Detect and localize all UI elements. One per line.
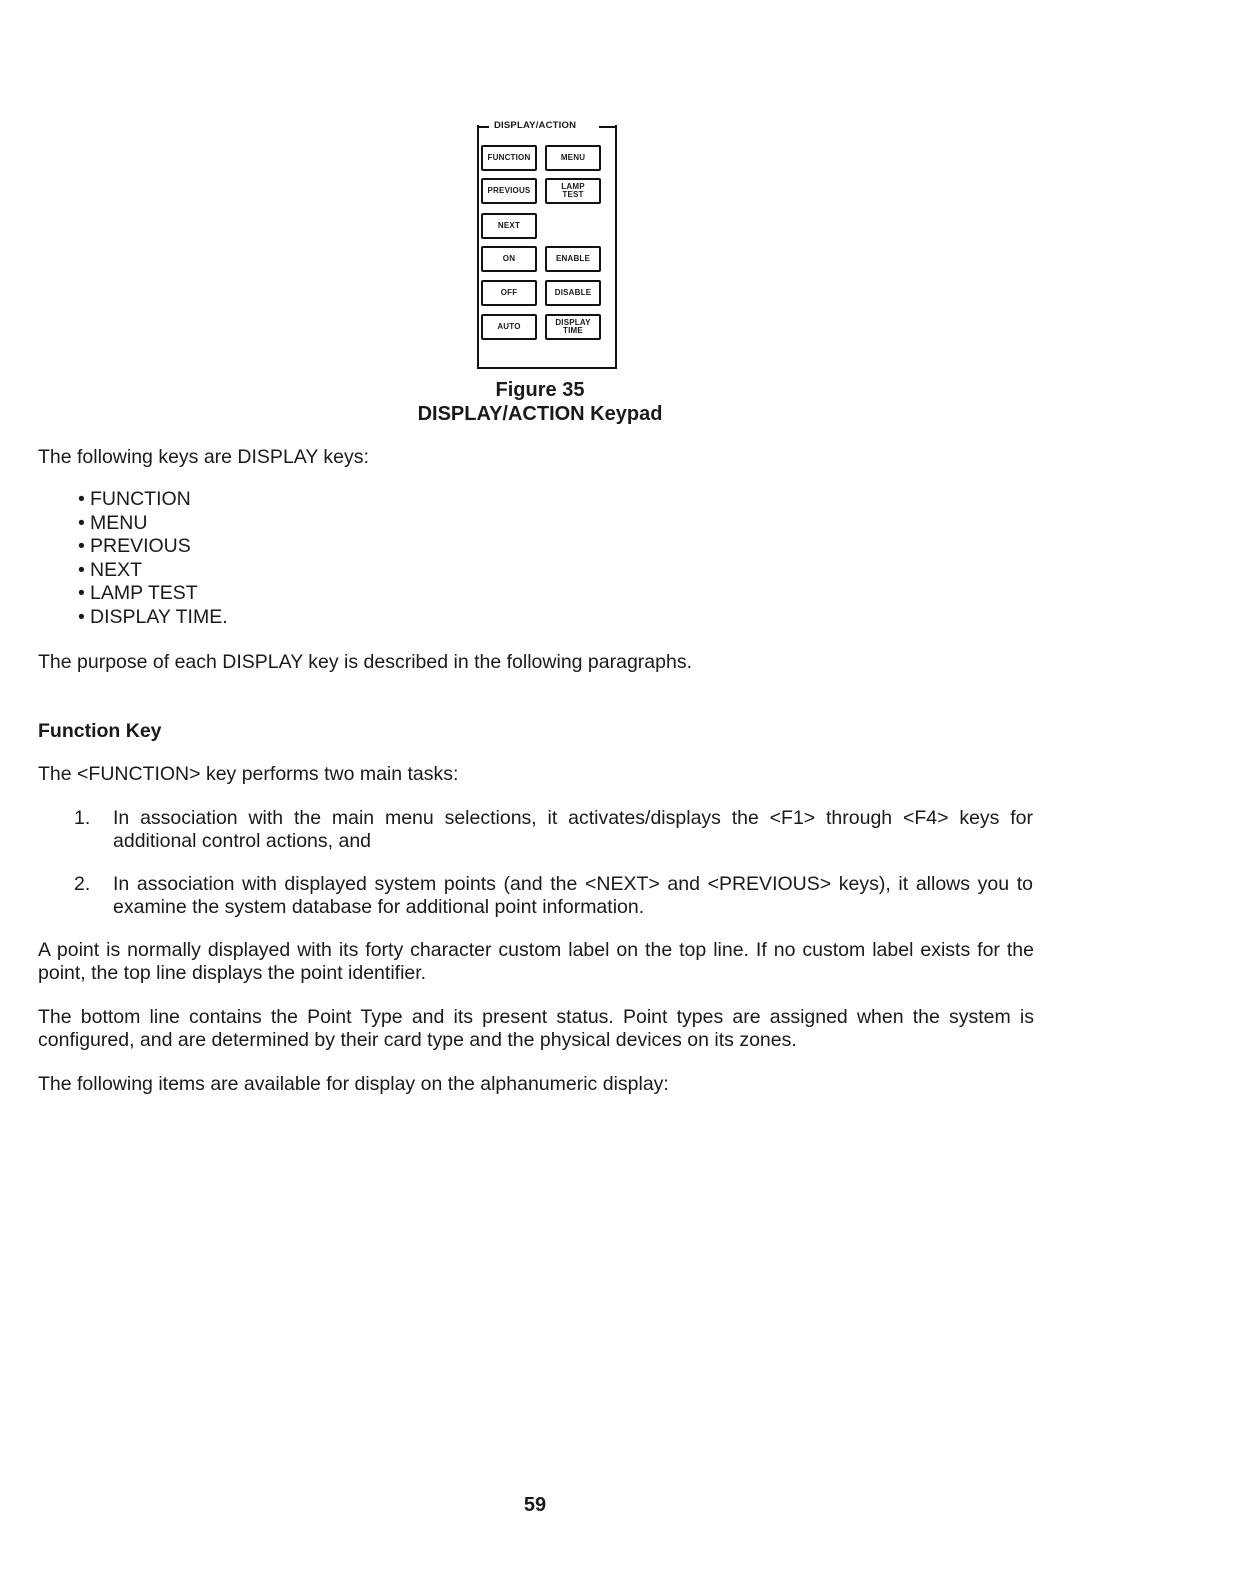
list-item: • MENU <box>78 512 228 536</box>
off-key[interactable]: OFF <box>481 280 537 306</box>
enable-key[interactable]: ENABLE <box>545 246 601 272</box>
display-keys-list <box>78 488 228 630</box>
display-keys-intro: The following keys are DISPLAY keys: <box>38 446 369 468</box>
display-time-key[interactable]: DISPLAY TIME <box>545 314 601 340</box>
list-item: • NEXT <box>78 559 228 583</box>
figure-title: DISPLAY/ACTION Keypad <box>417 403 663 425</box>
disable-key[interactable]: DISABLE <box>545 280 601 306</box>
list-item: • PREVIOUS <box>78 535 228 559</box>
item-number: 1. <box>74 807 91 829</box>
item-number: 2. <box>74 873 91 895</box>
lamp-test-key[interactable]: LAMP TEST <box>545 178 601 204</box>
section-heading: Function Key <box>38 720 162 742</box>
paragraph: A point is normally displayed with its forty character custom label on the top line. If no custom label exists for the point, the top line displays the point identifier. <box>38 939 1034 984</box>
list-item: • DISPLAY TIME. <box>78 606 228 630</box>
page-number: 59 <box>523 1494 547 1516</box>
section-lead: The <FUNCTION> key performs two main tasks: <box>38 763 459 785</box>
paragraph: The bottom line contains the Point Type and its present status. Point types are assigned when the system is configured, and are determined by their card type and the physical devices on its zones. <box>38 1006 1034 1051</box>
previous-key[interactable]: PREVIOUS <box>481 178 537 204</box>
paragraph: The following items are available for display on the alphanumeric display: <box>38 1073 669 1095</box>
figure-number: Figure 35 <box>495 379 585 401</box>
list-item: • LAMP TEST <box>78 582 228 606</box>
display-action-keypad <box>477 125 617 369</box>
item-text: In association with the main menu selections, it activates/displays the <F1> through <F4> keys for additional control actions, and <box>113 807 1033 852</box>
purpose-sentence: The purpose of each DISPLAY key is described in the following paragraphs. <box>38 651 692 673</box>
on-key[interactable]: ON <box>481 246 537 272</box>
list-item: • FUNCTION <box>78 488 228 512</box>
menu-key[interactable]: MENU <box>545 145 601 171</box>
keypad-legend-text: DISPLAY/ACTION <box>494 120 577 131</box>
item-text: In association with displayed system points (and the <NEXT> and <PREVIOUS> keys), it allows you to examine the system database for additional point information. <box>113 873 1033 918</box>
auto-key[interactable]: AUTO <box>481 314 537 340</box>
function-key[interactable]: FUNCTION <box>481 145 537 171</box>
next-key[interactable]: NEXT <box>481 213 537 239</box>
